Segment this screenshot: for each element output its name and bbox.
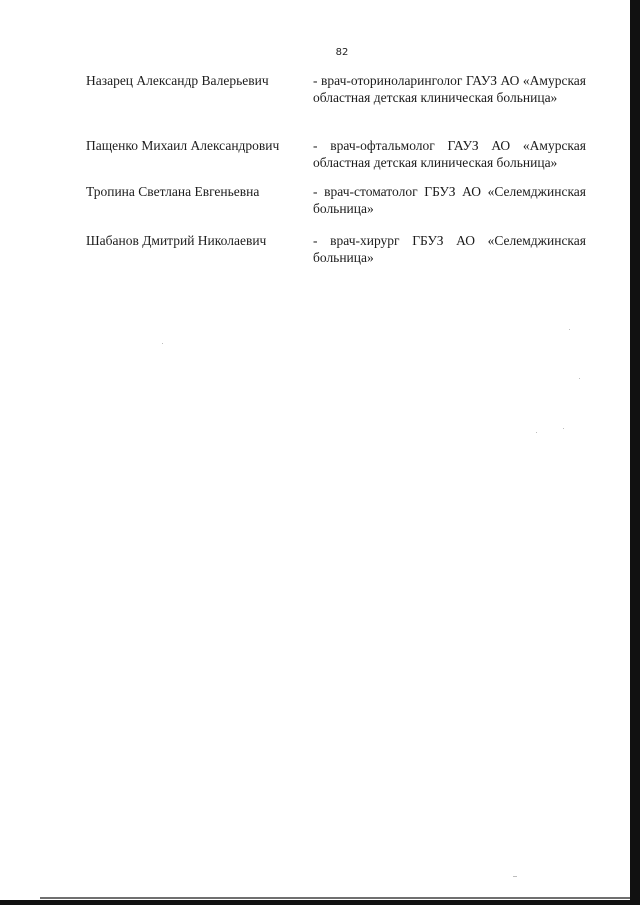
person-name: Назарец Александр Валерьевич	[86, 73, 269, 88]
scan-bottom-rule	[40, 897, 630, 899]
scan-speck	[162, 343, 163, 344]
scan-speck	[536, 432, 537, 433]
scan-speck	[563, 428, 564, 429]
person-name: Шабанов Дмитрий Николаевич	[86, 233, 267, 248]
person-position: - врач-стоматолог ГБУЗ АО «Селемджинская больница»	[313, 184, 586, 216]
person-position: - врач-офтальмолог ГАУЗ АО «Амурская областная детская клиническая больница»	[313, 138, 586, 170]
scan-speck	[513, 876, 517, 877]
scan-speck	[569, 329, 570, 330]
page-number: 82	[335, 47, 349, 58]
person-name: Тропина Светлана Евгеньевна	[86, 184, 260, 199]
person-position: - врач-хирург ГБУЗ АО «Селемджинская больница»	[313, 233, 586, 265]
scan-edge-bottom	[0, 900, 640, 905]
scan-speck	[579, 378, 580, 379]
scan-edge-right	[630, 0, 640, 905]
person-position: - врач-оториноларинголог ГАУЗ АО «Амурская областная детская клиническая больница»	[313, 73, 586, 105]
person-name: Пащенко Михаил Александрович	[86, 138, 280, 153]
